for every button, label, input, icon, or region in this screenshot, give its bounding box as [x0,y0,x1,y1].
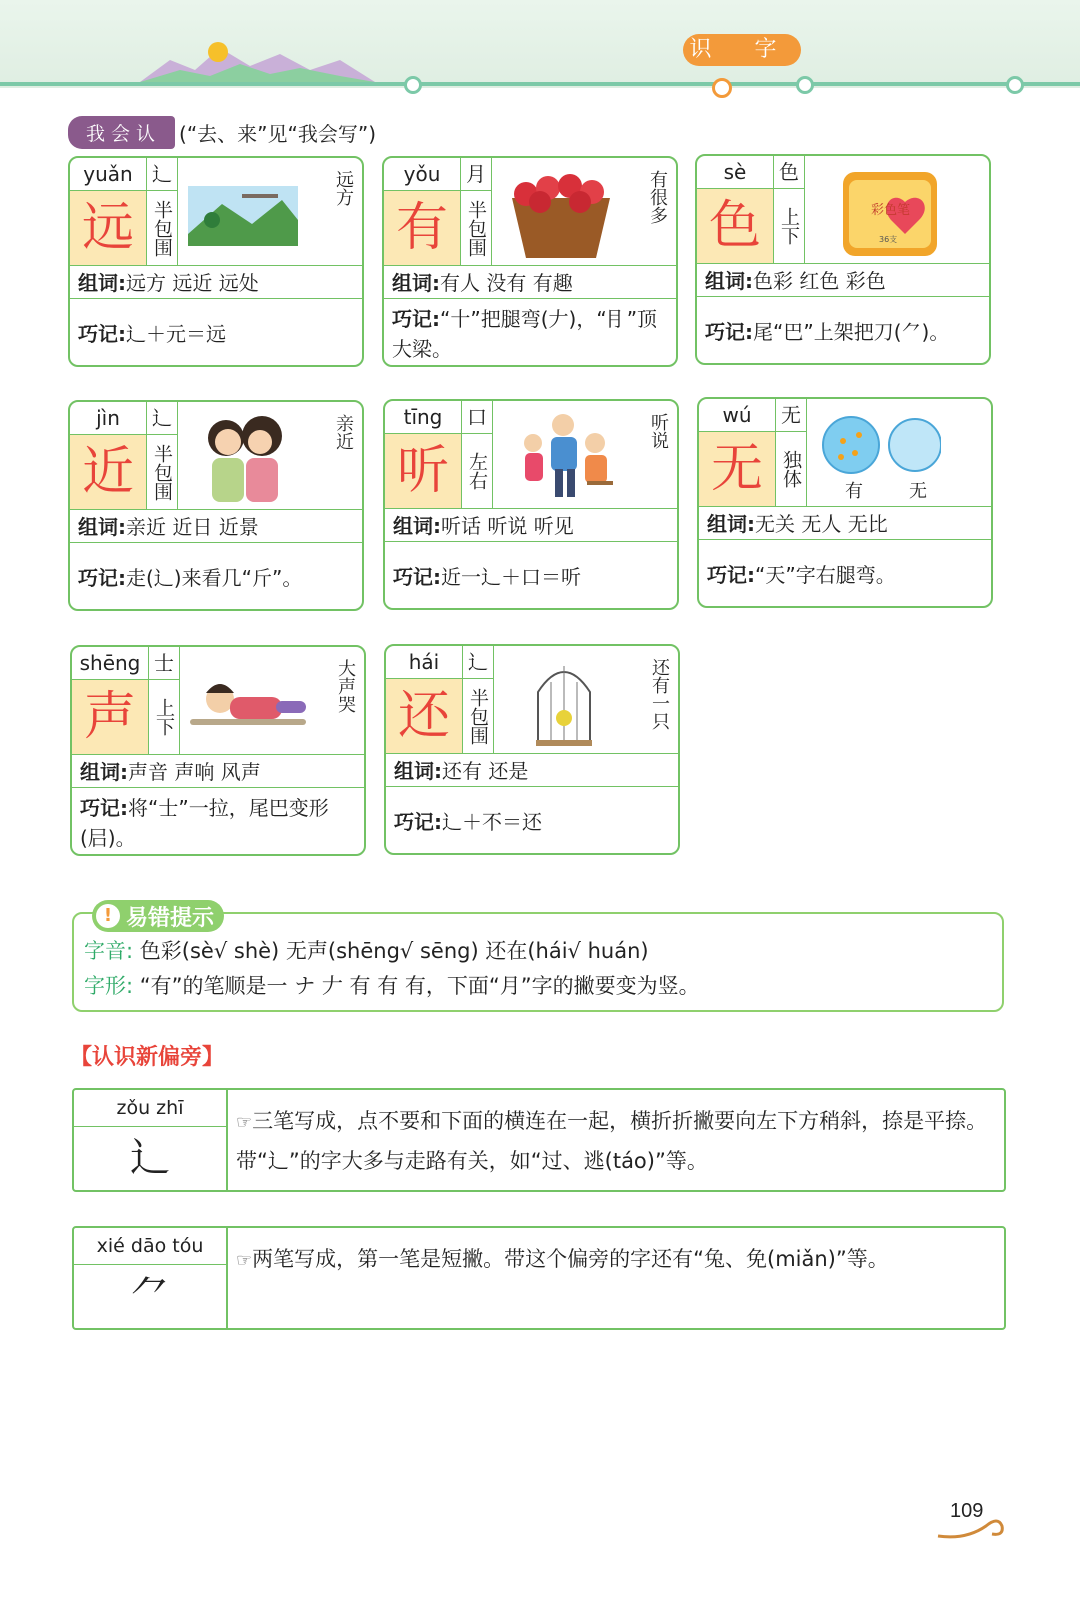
tip-label: 巧记: [394,810,442,834]
words-text: 亲近 近日 近景 [126,515,259,539]
words-text: 声音 声响 风声 [128,760,261,784]
tip-text: 尾“巴”上架把刀(⺈)。 [753,320,950,344]
header-dot [1006,76,1024,94]
tip-text: 走(辶)来看几“斤”。 [126,566,303,590]
card-words [386,753,678,787]
card-side-word: 还有一只 [649,658,670,730]
tip-text: 辶＋不＝还 [442,810,542,834]
error-tips-title: 易错提示 [126,905,215,931]
radical-glyph: 辶 [130,1135,170,1181]
card-tip [386,788,678,852]
card-words [72,754,364,788]
card-radical: 口 [462,401,493,434]
words-label: 组词: [707,512,755,536]
card-radical: 无 [776,399,807,432]
words-label: 组词: [393,514,441,538]
birdcage-picture [498,652,628,750]
card-words [699,506,991,540]
card-side-word: 有很多 [647,170,668,224]
card-structure: 半包围 [461,191,492,265]
crayon-box-picture [809,162,939,260]
card-character: 色 [697,189,774,263]
char-card-yuan [68,156,364,367]
exclamation-icon: ! [96,904,120,928]
words-label: 组词: [392,271,440,295]
char-card-wu [697,397,993,608]
card-tip [699,541,991,605]
char-card-jin [68,400,364,611]
words-label: 组词: [705,269,753,293]
tip-label: 巧记: [393,565,441,589]
tip-label: 巧记: [78,322,126,346]
card-tip [70,300,362,364]
pronunciation-text: 色彩(sè√ shè) 无声(shēng√ sēng) 还在(hái√ huán) [139,939,649,963]
card-character: 听 [385,434,462,508]
header-dot [404,76,422,94]
tip-text: 辶＋元＝远 [126,322,226,346]
words-label: 组词: [78,515,126,539]
char-card-se [695,154,991,365]
char-card-ting [383,399,679,610]
card-pinyin: sè [697,156,774,189]
header-dot [796,76,814,94]
tip-text: “天”字右腿弯。 [755,563,896,587]
radical-card-xiedaotou [72,1226,1006,1330]
fishbowls-picture [811,405,941,503]
family-listening-picture [497,407,627,505]
words-label: 组词: [394,759,442,783]
card-pinyin: yuǎn [70,158,147,191]
char-card-hai [384,644,680,855]
swirl-ornament [936,1512,1008,1542]
section-tag-pin [712,78,732,98]
card-tip [384,300,676,364]
apple-basket-picture [496,164,626,262]
glyph-tip [84,970,700,1000]
words-label: 组词: [80,760,128,784]
card-words [384,265,676,299]
card-structure: 上下 [774,189,805,263]
card-character: 有 [384,191,461,265]
radical-description-text: 三笔写成，点不要和下面的横连在一起，横折折撇要向左下方稍斜，捺是平捺。带“辶”的字大多与走路有关，如“过、逃(táo)”等。 [236,1109,988,1173]
radical-card-zouzhi [72,1088,1006,1192]
card-tip [70,544,362,608]
radical-glyph: ⺈ [130,1273,170,1319]
card-structure: 半包围 [463,679,494,753]
glyph-label: 字形: [84,974,134,998]
char-card-sheng [70,645,366,856]
card-character: 还 [386,679,463,753]
words-text: 无关 无人 无比 [755,512,888,536]
subhead-badge: 我会认 [68,116,175,149]
fishbowl-label-none: 无 [909,481,927,502]
card-radical: 辶 [147,402,178,435]
section-tag: 识 字 [683,34,801,66]
tip-label: 巧记: [80,796,128,820]
tip-label: 巧记: [392,307,440,331]
words-text: 远方 远近 远处 [126,271,259,295]
tip-label: 巧记: [705,320,753,344]
subhead [68,115,376,149]
card-pinyin: yǒu [384,158,461,191]
card-pinyin: jìn [70,402,147,435]
tip-text: “十”把腿弯(𠂇)，“⺝”顶大梁。 [392,307,658,361]
glyph-text: “有”的笔顺是一 ナ 𠂇 有 有 有，下面“月”字的撇要变为竖。 [139,974,700,998]
card-character: 无 [699,432,776,506]
card-radical: 辶 [147,158,178,191]
crayon-box-count: 36支 [879,235,898,244]
words-label: 组词: [78,271,126,295]
card-radical: 月 [461,158,492,191]
page-number: 109 [950,1500,984,1522]
card-structure: 半包围 [147,435,178,509]
card-words [697,263,989,297]
card-words [70,265,362,299]
card-structure: 半包围 [147,191,178,265]
card-tip [697,298,989,362]
card-words [70,509,362,543]
card-side-word: 大声哭 [335,659,356,713]
radical-left-panel [74,1090,228,1190]
tip-text: 近一辶＋口＝听 [441,565,581,589]
radical-left-panel [74,1228,228,1328]
radical-description [236,1102,996,1180]
card-radical: 辶 [463,646,494,679]
tip-label: 巧记: [707,563,755,587]
radical-description [236,1240,996,1280]
card-pinyin: tīng [385,401,462,434]
card-character: 远 [70,191,147,265]
card-tip [72,789,364,853]
pointing-hand-icon: ☞ [236,1112,253,1133]
pointing-hand-icon: ☞ [236,1250,253,1271]
crying-child-picture [184,653,314,751]
card-structure: 独体 [776,432,807,506]
radical-description-text: 两笔写成，第一笔是短撇。带这个偏旁的字还有“兔、免(miǎn)”等。 [252,1247,889,1271]
card-side-word: 亲近 [333,414,354,450]
radical-pinyin: zǒu zhī [74,1090,226,1127]
card-structure: 左右 [462,434,493,508]
landscape-picture [182,164,312,262]
char-card-you [382,156,678,367]
card-pinyin: hái [386,646,463,679]
fishbowl-label-have: 有 [845,481,863,502]
card-pinyin: wú [699,399,776,432]
new-radicals-title: 【认识新偏旁】 [70,1045,225,1070]
card-character: 声 [72,680,149,754]
error-tips-tag [92,900,224,932]
tip-label: 巧记: [78,566,126,590]
card-radical: 士 [149,647,180,680]
words-text: 有人 没有 有趣 [440,271,573,295]
words-text: 听话 听说 听见 [441,514,574,538]
radical-pinyin: xié dāo tóu [74,1228,226,1265]
subhead-note: (“去、来”见“我会写”) [179,121,377,146]
card-structure: 上下 [149,680,180,754]
header-rule [0,82,1080,86]
card-radical: 色 [774,156,805,189]
card-side-word: 听说 [648,413,669,449]
crayon-box-label: 彩色笔 [871,203,911,218]
card-character: 近 [70,435,147,509]
pronunciation-tip [84,935,649,965]
pronunciation-label: 字音: [84,939,134,963]
card-pinyin: shēng [72,647,149,680]
card-tip [385,543,677,607]
words-text: 色彩 红色 彩色 [753,269,886,293]
words-text: 还有 还是 [442,759,529,783]
card-words [385,508,677,542]
tip-text: 将“士”一拉，尾巴变形(𡰪)。 [80,796,329,850]
mountain-illustration [140,40,380,84]
card-side-word: 远方 [333,170,354,206]
two-girls-picture [182,408,312,506]
